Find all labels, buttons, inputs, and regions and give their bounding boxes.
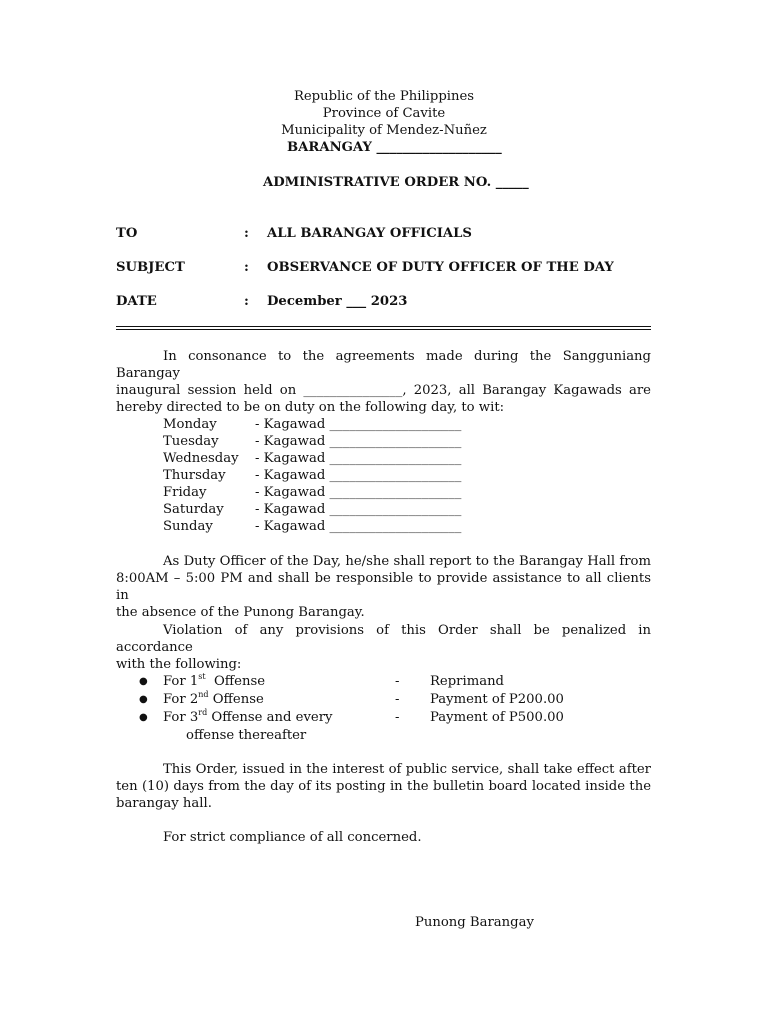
signatory-title: Punong Barangay	[415, 915, 534, 930]
duty-line-2: 8:00AM – 5:00 PM and shall be responsible to provide assistance to all clients in	[116, 571, 651, 603]
schedule-row	[0, 484, 768, 501]
violation-paragraph	[116, 622, 651, 673]
divider-rule-bottom	[116, 329, 651, 330]
schedule-row	[0, 467, 768, 484]
schedule-day: Friday	[163, 485, 207, 500]
violation-line-2: with the following:	[116, 657, 242, 672]
intro-paragraph	[116, 348, 651, 416]
schedule-assignee: - Kagawad ____________________	[255, 468, 462, 483]
penalty-sanction: Reprimand	[430, 674, 504, 689]
schedule-row	[0, 433, 768, 450]
penalty-item	[0, 673, 768, 690]
duty-line-1: As Duty Officer of the Day, he/she shall report to the Barangay Hall from	[163, 554, 651, 569]
intro-line-2: inaugural session held on _______________, 2023, all Barangay Kagawads are	[116, 383, 651, 398]
penalty-dash: -	[395, 674, 400, 689]
effect-line-3: barangay hall.	[116, 796, 212, 811]
penalty-sanction: Payment of P200.00	[430, 692, 564, 707]
schedule-row	[0, 416, 768, 433]
penalty-item	[0, 709, 768, 726]
intro-line-1: In consonance to the agreements made during the Sangguniang Barangay	[116, 349, 651, 381]
memo-to-value: ALL BARANGAY OFFICIALS	[267, 226, 472, 241]
penalty-offense: For 1st Offense	[163, 671, 266, 689]
divider-rule-top	[116, 326, 651, 327]
memo-to-colon: :	[244, 226, 249, 241]
memo-date-colon: :	[244, 294, 249, 309]
penalty-dash: -	[395, 692, 400, 707]
memo-subject-colon: :	[244, 260, 249, 275]
header-province: Province of Cavite	[322, 106, 446, 121]
schedule-assignee: - Kagawad ____________________	[255, 502, 462, 517]
duty-line-3: the absence of the Punong Barangay.	[116, 605, 365, 620]
intro-line-3: hereby directed to be on duty on the following day, to wit:	[116, 400, 505, 415]
schedule-day: Sunday	[163, 519, 213, 534]
bullet-icon: ●	[139, 676, 148, 687]
memo-to-label: TO	[116, 226, 138, 241]
schedule-day: Tuesday	[163, 434, 219, 449]
schedule-day: Thursday	[163, 468, 226, 483]
header-municipality: Municipality of Mendez-Nuñez	[281, 123, 487, 138]
schedule-assignee: - Kagawad ____________________	[255, 434, 462, 449]
bullet-icon: ●	[139, 712, 148, 723]
schedule-day: Monday	[163, 417, 217, 432]
bullet-icon: ●	[139, 694, 148, 705]
schedule-row	[0, 518, 768, 535]
memo-date-value: December ___ 2023	[267, 294, 408, 309]
memo-subject-label: SUBJECT	[116, 260, 185, 275]
penalty-sanction: Payment of P500.00	[430, 710, 564, 725]
effectivity-paragraph	[116, 761, 651, 812]
schedule-assignee: - Kagawad ____________________	[255, 485, 462, 500]
penalty-item	[0, 691, 768, 708]
compliance-note: For strict compliance of all concerned.	[163, 830, 422, 845]
order-title: ADMINISTRATIVE ORDER NO. _____	[263, 175, 529, 190]
header-barangay: BARANGAY ___________________	[287, 140, 502, 155]
schedule-row	[0, 450, 768, 467]
penalty-offense: For 2nd Offense	[163, 689, 264, 707]
effect-line-2: ten (10) days from the day of its posting in the bulletin board located inside the	[116, 779, 651, 794]
violation-line-1: Violation of any provisions of this Order shall be penalized in accordance	[116, 623, 651, 655]
penalty-continuation: offense thereafter	[186, 728, 307, 743]
penalty-dash: -	[395, 710, 400, 725]
schedule-day: Saturday	[163, 502, 224, 517]
penalty-offense: For 3rd Offense and every	[163, 707, 333, 725]
effect-line-1: This Order, issued in the interest of public service, shall take effect after	[163, 762, 651, 777]
schedule-assignee: - Kagawad ____________________	[255, 519, 462, 534]
schedule-day: Wednesday	[163, 451, 239, 466]
schedule-row	[0, 501, 768, 518]
memo-date-label: DATE	[116, 294, 157, 309]
schedule-assignee: - Kagawad ____________________	[255, 417, 462, 432]
schedule-assignee: - Kagawad ____________________	[255, 451, 462, 466]
header-country: Republic of the Philippines	[293, 89, 475, 104]
memo-subject-value: OBSERVANCE OF DUTY OFFICER OF THE DAY	[267, 260, 614, 275]
duty-paragraph	[116, 553, 651, 621]
